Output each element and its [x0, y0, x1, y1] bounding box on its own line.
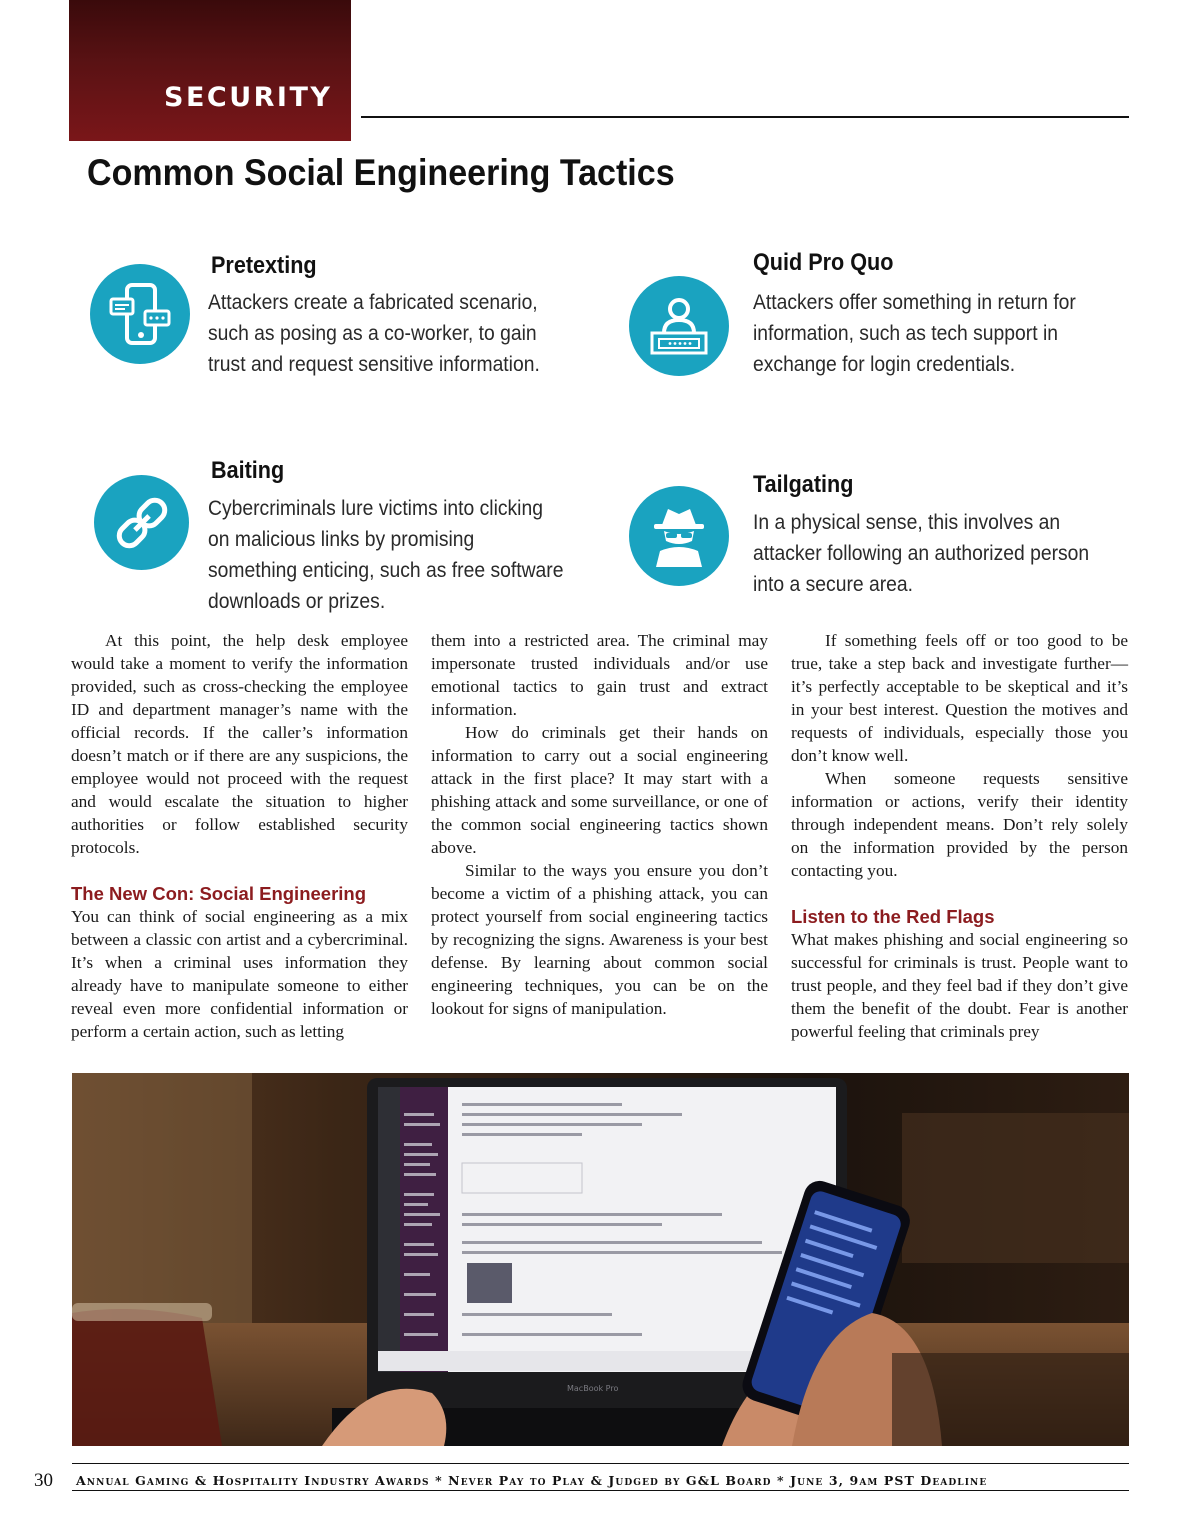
tactic-desc-baiting: Cybercriminals lure victims into clicking on malicious links by promising something enticing, such as free software downloads or prizes.	[208, 497, 564, 613]
article-paragraph: You can think of social engineering as a mix between a classic con artist and a cybercriminal. It’s when a criminal uses information they already have to manipulate someone to either reveal even more confidential information or perform a certain action, such as letting	[71, 907, 408, 1041]
laptop-photo-illustration	[72, 1073, 1129, 1446]
chat-phone-icon	[90, 264, 190, 364]
spy-icon	[629, 486, 729, 586]
footer-rule-bottom	[72, 1490, 1129, 1491]
article-column-3	[791, 629, 1128, 1043]
section-heading-new-con: The New Con: Social Engineering	[71, 883, 367, 904]
section-tab	[69, 0, 351, 141]
article-paragraph: At this point, the help desk employee would take a moment to verify the information provided, such as cross-checking the employee ID and department manager’s name with the official records. If the caller’s information doesn’t match or if there are any suspicions, the employee would not proceed with the request and would escalate the situation to higher authorities or follow established security protocols.	[71, 631, 408, 857]
article-paragraph: What makes phishing and social engineering so successful for criminals is trust. People want to trust people, and they feel bad if they don’t give them the benefit of the doubt. Fear is another powerful feeling that criminals prey	[791, 930, 1128, 1041]
tactic-name-baiting: Baiting	[211, 457, 285, 484]
tactic-name-quid-pro-quo: Quid Pro Quo	[753, 249, 894, 276]
header-rule	[361, 116, 1129, 118]
laptop-photo	[72, 1073, 1129, 1446]
article-paragraph: If something feels off or too good to be true, take a step back and investigate further—it’s perfectly acceptable to be skeptical and it’s in your best interest. Question the motives and requests of individuals, especially those you don’t know well.	[791, 631, 1128, 765]
article-paragraph: Similar to the ways you ensure you don’t become a victim of a phishing attack, you can protect yourself from social engineering tactics by recognizing the signs. Awareness is your best defense. By learning about common social engineering techniques, you can be on the lookout for signs of manipulation.	[431, 861, 768, 1018]
laptop-label: MacBook Pro	[567, 1384, 619, 1393]
link-icon	[94, 475, 189, 570]
section-label: SECURITY	[164, 82, 333, 113]
article-paragraph: them into a restricted area. The criminal may impersonate trusted individuals and/or use emotional tactics to gain trust and extract information.	[431, 631, 768, 719]
footer-text: Annual Gaming & Hospitality Industry Awards * Never Pay to Play & Judged by G&L Board * June 3, 9am PST Deadline	[76, 1473, 988, 1488]
infographic-title: Common Social Engineering Tactics	[87, 152, 675, 193]
article-paragraph: When someone requests sensitive information or actions, verify their identity through independent means. Don’t rely solely on the information provided by the person contacting you.	[791, 769, 1128, 880]
article-paragraph: How do criminals get their hands on information to carry out a social engineering attack in the first place? It may start with a phishing attack and some surveillance, or one of the common social engineering tactics shown above.	[431, 723, 768, 857]
section-heading-red-flags: Listen to the Red Flags	[791, 906, 995, 927]
user-login-icon	[629, 276, 729, 376]
page-number: 30	[34, 1470, 53, 1491]
tactic-desc-pretexting: Attackers create a fabricated scenario, such as posing as a co-worker, to gain trust and request sensitive information.	[208, 291, 540, 376]
tactic-desc-quid-pro-quo: Attackers offer something in return for information, such as tech support in exchange for login credentials.	[753, 291, 1076, 376]
footer-rule-top	[72, 1463, 1129, 1464]
article-column-2	[431, 629, 768, 1020]
tactic-desc-tailgating: In a physical sense, this involves an attacker following an authorized person into a secure area.	[753, 511, 1090, 596]
article-column-1	[71, 629, 408, 1043]
tactic-name-pretexting: Pretexting	[211, 252, 317, 279]
tactic-name-tailgating: Tailgating	[753, 471, 854, 498]
